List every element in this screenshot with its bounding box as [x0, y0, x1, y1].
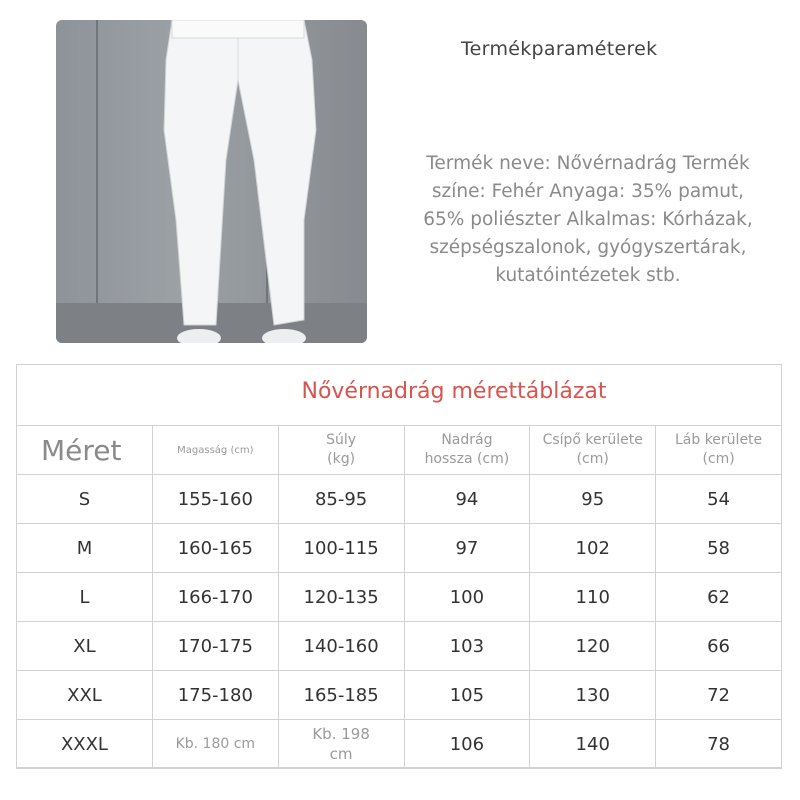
cell-weight: 120-135 — [278, 573, 404, 622]
table-row — [17, 573, 782, 622]
product-photo — [56, 20, 367, 343]
cell-leg: 66 — [656, 622, 782, 671]
params-line: szépségszalonok, gyógyszertárak, — [429, 237, 747, 258]
cell-height: 175-180 — [152, 671, 278, 720]
params-line: 65% poliészter Alkalmas: Kórházak, — [423, 209, 753, 230]
cell-length: 94 — [404, 475, 530, 524]
size-chart — [16, 364, 782, 768]
table-row — [17, 671, 782, 720]
cell-hip: 140 — [530, 720, 656, 769]
cell-weight: Kb. 198 cm — [278, 720, 404, 769]
cell-hip: 130 — [530, 671, 656, 720]
cell-height: 166-170 — [152, 573, 278, 622]
cell-size: XL — [17, 622, 153, 671]
cell-height: 160-165 — [152, 524, 278, 573]
table-header-row — [17, 426, 782, 475]
table-row — [17, 475, 782, 524]
cell-height: 155-160 — [152, 475, 278, 524]
size-chart-title: Nővérnadrág mérettáblázat — [301, 379, 607, 404]
cell-length: 103 — [404, 622, 530, 671]
cell-size: XXXL — [17, 720, 153, 769]
size-table — [16, 425, 782, 769]
cell-length: 97 — [404, 524, 530, 573]
params-line: kutatóintézetek stb. — [495, 265, 681, 286]
cell-weight: 100-115 — [278, 524, 404, 573]
table-row — [17, 622, 782, 671]
params-line: színe: Fehér Anyaga: 35% pamut, — [431, 181, 745, 202]
cell-leg: 62 — [656, 573, 782, 622]
cell-hip: 95 — [530, 475, 656, 524]
cell-length: 105 — [404, 671, 530, 720]
cell-size: L — [17, 573, 153, 622]
cell-hip: 102 — [530, 524, 656, 573]
header-leg: Láb kerülete (cm) — [656, 426, 782, 475]
header-height: Magasság (cm) — [152, 426, 278, 475]
header-size: Méret — [17, 426, 153, 475]
cell-size: M — [17, 524, 153, 573]
header-weight: Súly (kg) — [278, 426, 404, 475]
params-description — [388, 150, 788, 290]
cell-hip: 120 — [530, 622, 656, 671]
cell-hip: 110 — [530, 573, 656, 622]
table-row — [17, 720, 782, 769]
cell-leg: 72 — [656, 671, 782, 720]
params-line: Termék neve: Nővérnadrág Termék — [426, 153, 750, 174]
cell-height: Kb. 180 cm — [152, 720, 278, 769]
table-row — [17, 524, 782, 573]
cell-height: 170-175 — [152, 622, 278, 671]
cell-leg: 78 — [656, 720, 782, 769]
cell-size: S — [17, 475, 153, 524]
header-length: Nadrág hossza (cm) — [404, 426, 530, 475]
cell-weight: 85-95 — [278, 475, 404, 524]
cell-leg: 58 — [656, 524, 782, 573]
header-hip: Csípő kerülete (cm) — [530, 426, 656, 475]
cell-weight: 165-185 — [278, 671, 404, 720]
params-title: Termékparaméterek — [461, 38, 658, 60]
cell-length: 106 — [404, 720, 530, 769]
cell-weight: 140-160 — [278, 622, 404, 671]
cell-length: 100 — [404, 573, 530, 622]
cell-size: XXL — [17, 671, 153, 720]
cell-leg: 54 — [656, 475, 782, 524]
nurse-pants-image — [154, 20, 324, 343]
